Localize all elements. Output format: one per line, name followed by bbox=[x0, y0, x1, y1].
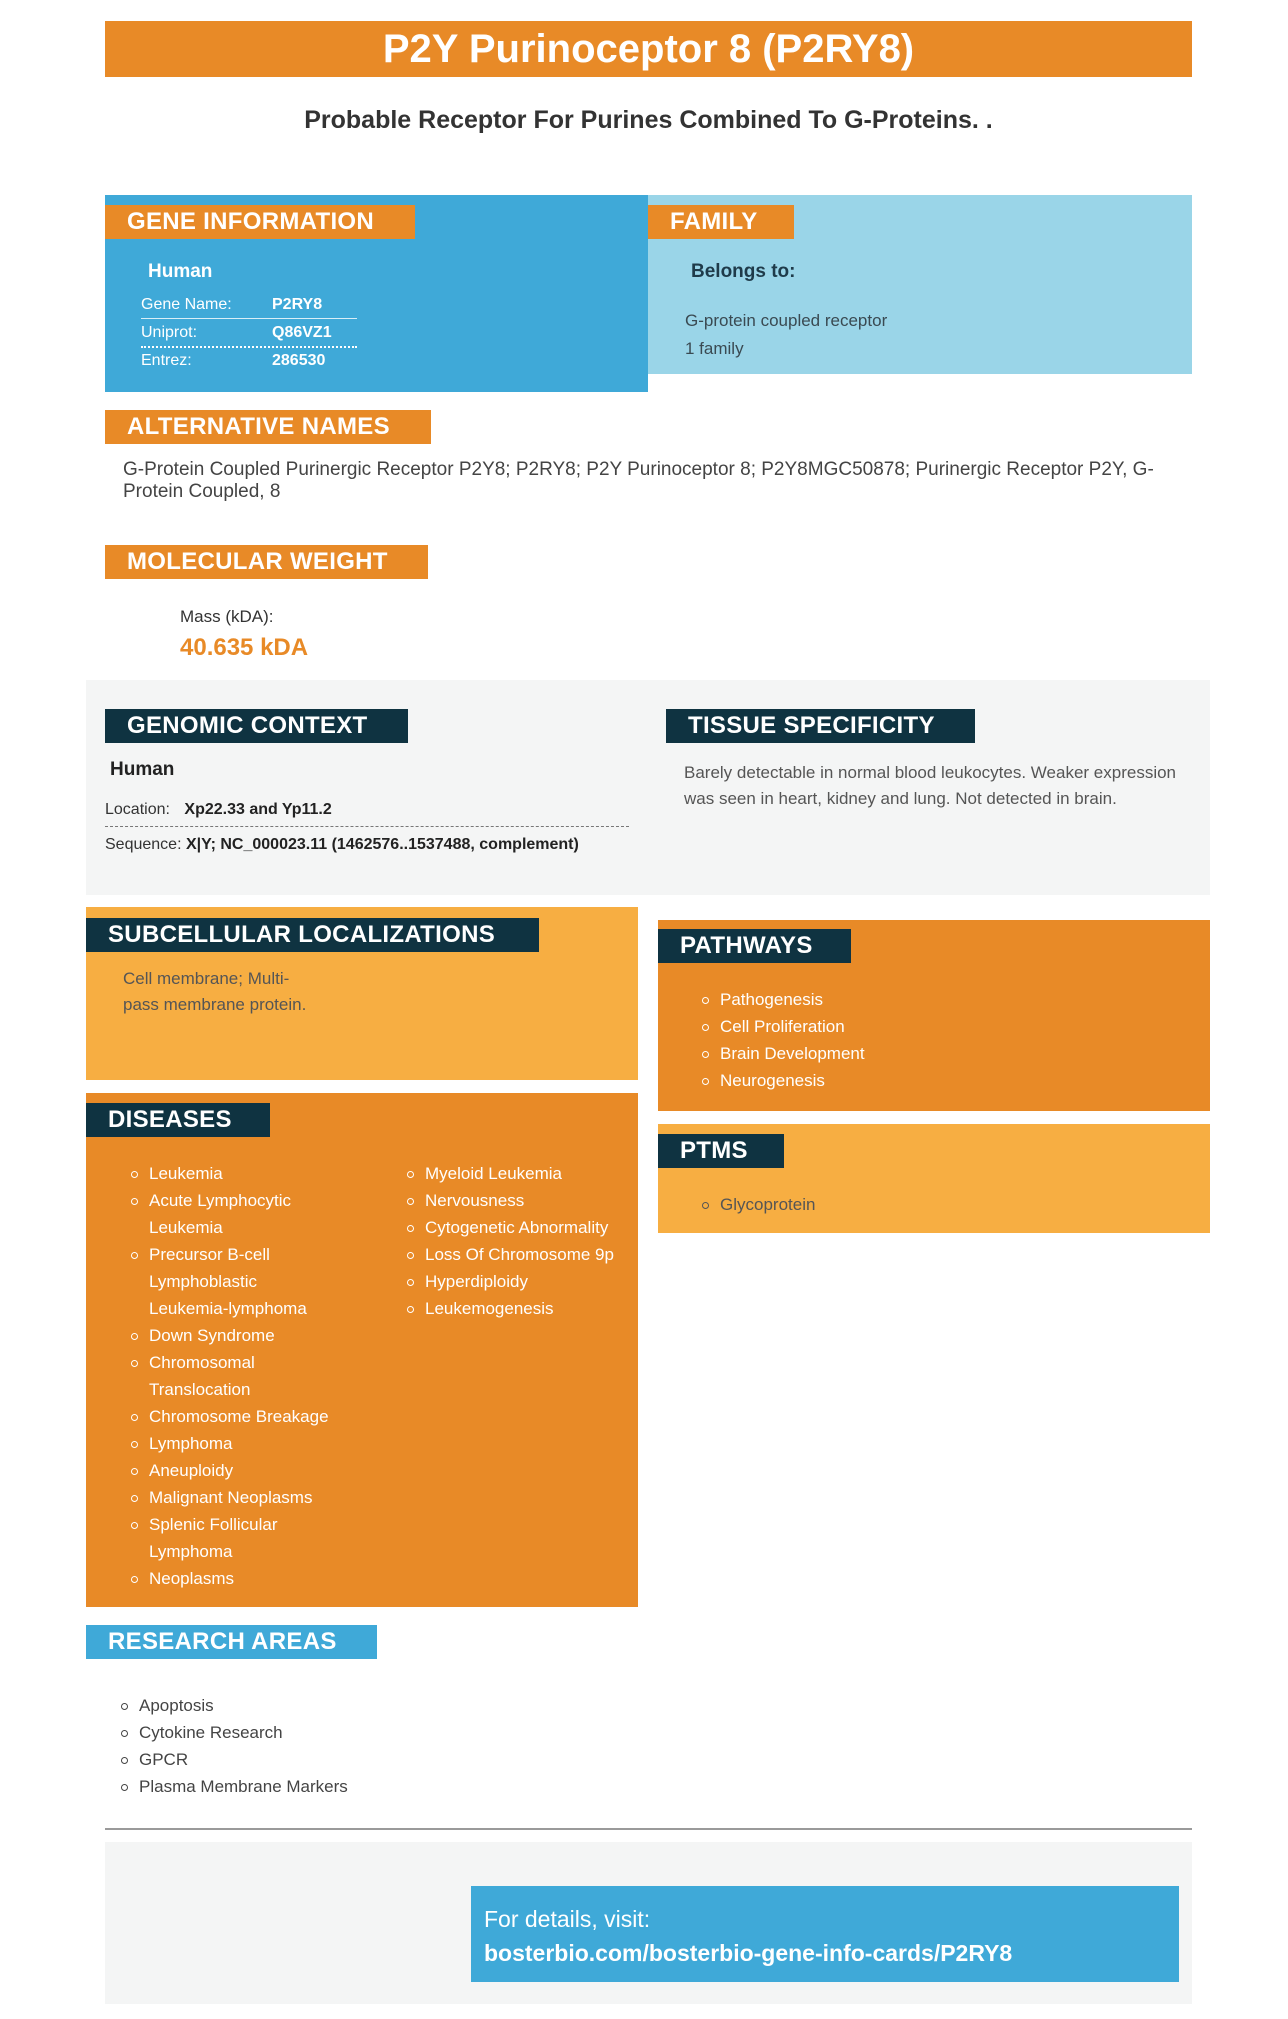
list-item: Cell Proliferation bbox=[698, 1013, 865, 1040]
location-value: Xp22.33 and Yp11.2 bbox=[184, 801, 332, 818]
footer-line-1: For details, visit: bbox=[484, 1906, 651, 1932]
subcellular-line-2: pass membrane protein. bbox=[123, 995, 307, 1014]
genomic-heading: GENOMIC CONTEXT bbox=[105, 709, 408, 743]
subcellular-line-1: Cell membrane; Multi- bbox=[123, 969, 290, 988]
page-subtitle: Probable Receptor For Purines Combined To G-Proteins. . bbox=[304, 106, 993, 134]
list-item: Lymphoma bbox=[127, 1430, 387, 1457]
research-heading: RESEARCH AREAS bbox=[86, 1625, 377, 1659]
list-item: Chromosome Breakage bbox=[127, 1403, 387, 1430]
gene-info-table bbox=[141, 292, 357, 374]
ptms-heading: PTMS bbox=[658, 1134, 784, 1168]
list-item: Precursor B-cell Lymphoblastic Leukemia-lymphoma bbox=[127, 1241, 387, 1322]
uniprot-label: Uniprot: bbox=[141, 324, 198, 341]
entrez-label: Entrez: bbox=[141, 352, 192, 369]
list-item: Cytokine Research bbox=[117, 1719, 348, 1746]
tissue-heading: TISSUE SPECIFICITY bbox=[666, 709, 975, 743]
list-item: Glycoprotein bbox=[698, 1191, 815, 1218]
alt-names-heading: ALTERNATIVE NAMES bbox=[105, 410, 431, 444]
list-item: Hyperdiploidy bbox=[403, 1268, 633, 1295]
list-item: Plasma Membrane Markers bbox=[117, 1773, 348, 1800]
list-item: Brain Development bbox=[698, 1040, 865, 1067]
gene-name-row bbox=[141, 292, 357, 319]
uniprot-row bbox=[141, 319, 357, 348]
family-line-1: G-protein coupled receptor bbox=[685, 311, 888, 330]
location-label: Location: bbox=[105, 801, 170, 818]
list-item: Aneuploidy bbox=[127, 1457, 387, 1484]
diseases-list-right bbox=[403, 1160, 633, 1322]
location-row bbox=[105, 797, 629, 827]
title-banner bbox=[105, 21, 1192, 77]
pathways-list bbox=[698, 986, 865, 1094]
entrez-row bbox=[141, 348, 357, 374]
tissue-text: Barely detectable in normal blood leukocytes. Weaker expression was seen in heart, kidney and lung. Not detected in brain. bbox=[684, 763, 1177, 808]
footer-url[interactable]: bosterbio.com/bosterbio-gene-info-cards/P2RY8 bbox=[484, 1940, 1013, 1966]
research-list bbox=[117, 1692, 348, 1800]
uniprot-value: Q86VZ1 bbox=[272, 324, 332, 341]
list-item: GPCR bbox=[117, 1746, 348, 1773]
pathways-heading: PATHWAYS bbox=[658, 929, 851, 963]
list-item: Nervousness bbox=[403, 1187, 633, 1214]
sequence-row bbox=[105, 831, 665, 859]
list-item: Splenic Follicular Lymphoma bbox=[127, 1511, 387, 1565]
list-item: Myeloid Leukemia bbox=[403, 1160, 633, 1187]
sequence-label: Sequence: bbox=[105, 836, 182, 853]
list-item: Loss Of Chromosome 9p bbox=[403, 1241, 633, 1268]
list-item: Down Syndrome bbox=[127, 1322, 387, 1349]
gene-name-value: P2RY8 bbox=[272, 296, 323, 313]
list-item: Neoplasms bbox=[127, 1565, 387, 1592]
gene-info-species: Human bbox=[148, 261, 213, 282]
subcellular-heading: SUBCELLULAR LOCALIZATIONS bbox=[86, 918, 539, 952]
list-item: Leukemia bbox=[127, 1160, 387, 1187]
family-heading: FAMILY bbox=[648, 205, 794, 239]
genomic-species: Human bbox=[110, 759, 175, 780]
sequence-value: X|Y; NC_000023.11 (1462576..1537488, complement) bbox=[185, 836, 579, 853]
family-belongs-label: Belongs to: bbox=[691, 261, 796, 282]
list-item: Acute Lymphocytic Leukemia bbox=[127, 1187, 387, 1241]
list-item: Pathogenesis bbox=[698, 986, 865, 1013]
page-title: P2Y Purinoceptor 8 (P2RY8) bbox=[382, 27, 915, 71]
gene-info-heading: GENE INFORMATION bbox=[105, 205, 415, 239]
list-item: Cytogenetic Abnormality bbox=[403, 1214, 633, 1241]
family-line-2: 1 family bbox=[685, 339, 744, 358]
ptms-list bbox=[698, 1191, 815, 1218]
entrez-value: 286530 bbox=[272, 352, 326, 369]
footer-link-box[interactable] bbox=[471, 1886, 1179, 1982]
diseases-list-left bbox=[127, 1160, 387, 1592]
list-item: Chromosomal Translocation bbox=[127, 1349, 387, 1403]
list-item: Malignant Neoplasms bbox=[127, 1484, 387, 1511]
mol-weight-heading: MOLECULAR WEIGHT bbox=[105, 545, 428, 579]
list-item: Neurogenesis bbox=[698, 1067, 865, 1094]
list-item: Apoptosis bbox=[117, 1692, 348, 1719]
gene-name-label: Gene Name: bbox=[141, 296, 232, 313]
alt-names-text: G-Protein Coupled Purinergic Receptor P2Y8; P2RY8; P2Y Purinoceptor 8; P2Y8MGC50878; Purinergic Receptor P2Y, G-Protein Coupled, 8 bbox=[123, 459, 1154, 502]
mass-label: Mass (kDA): bbox=[180, 607, 274, 626]
footer-divider bbox=[105, 1828, 1192, 1830]
list-item: Leukemogenesis bbox=[403, 1295, 633, 1322]
diseases-heading: DISEASES bbox=[86, 1103, 270, 1137]
mass-value: 40.635 kDA bbox=[180, 634, 309, 661]
